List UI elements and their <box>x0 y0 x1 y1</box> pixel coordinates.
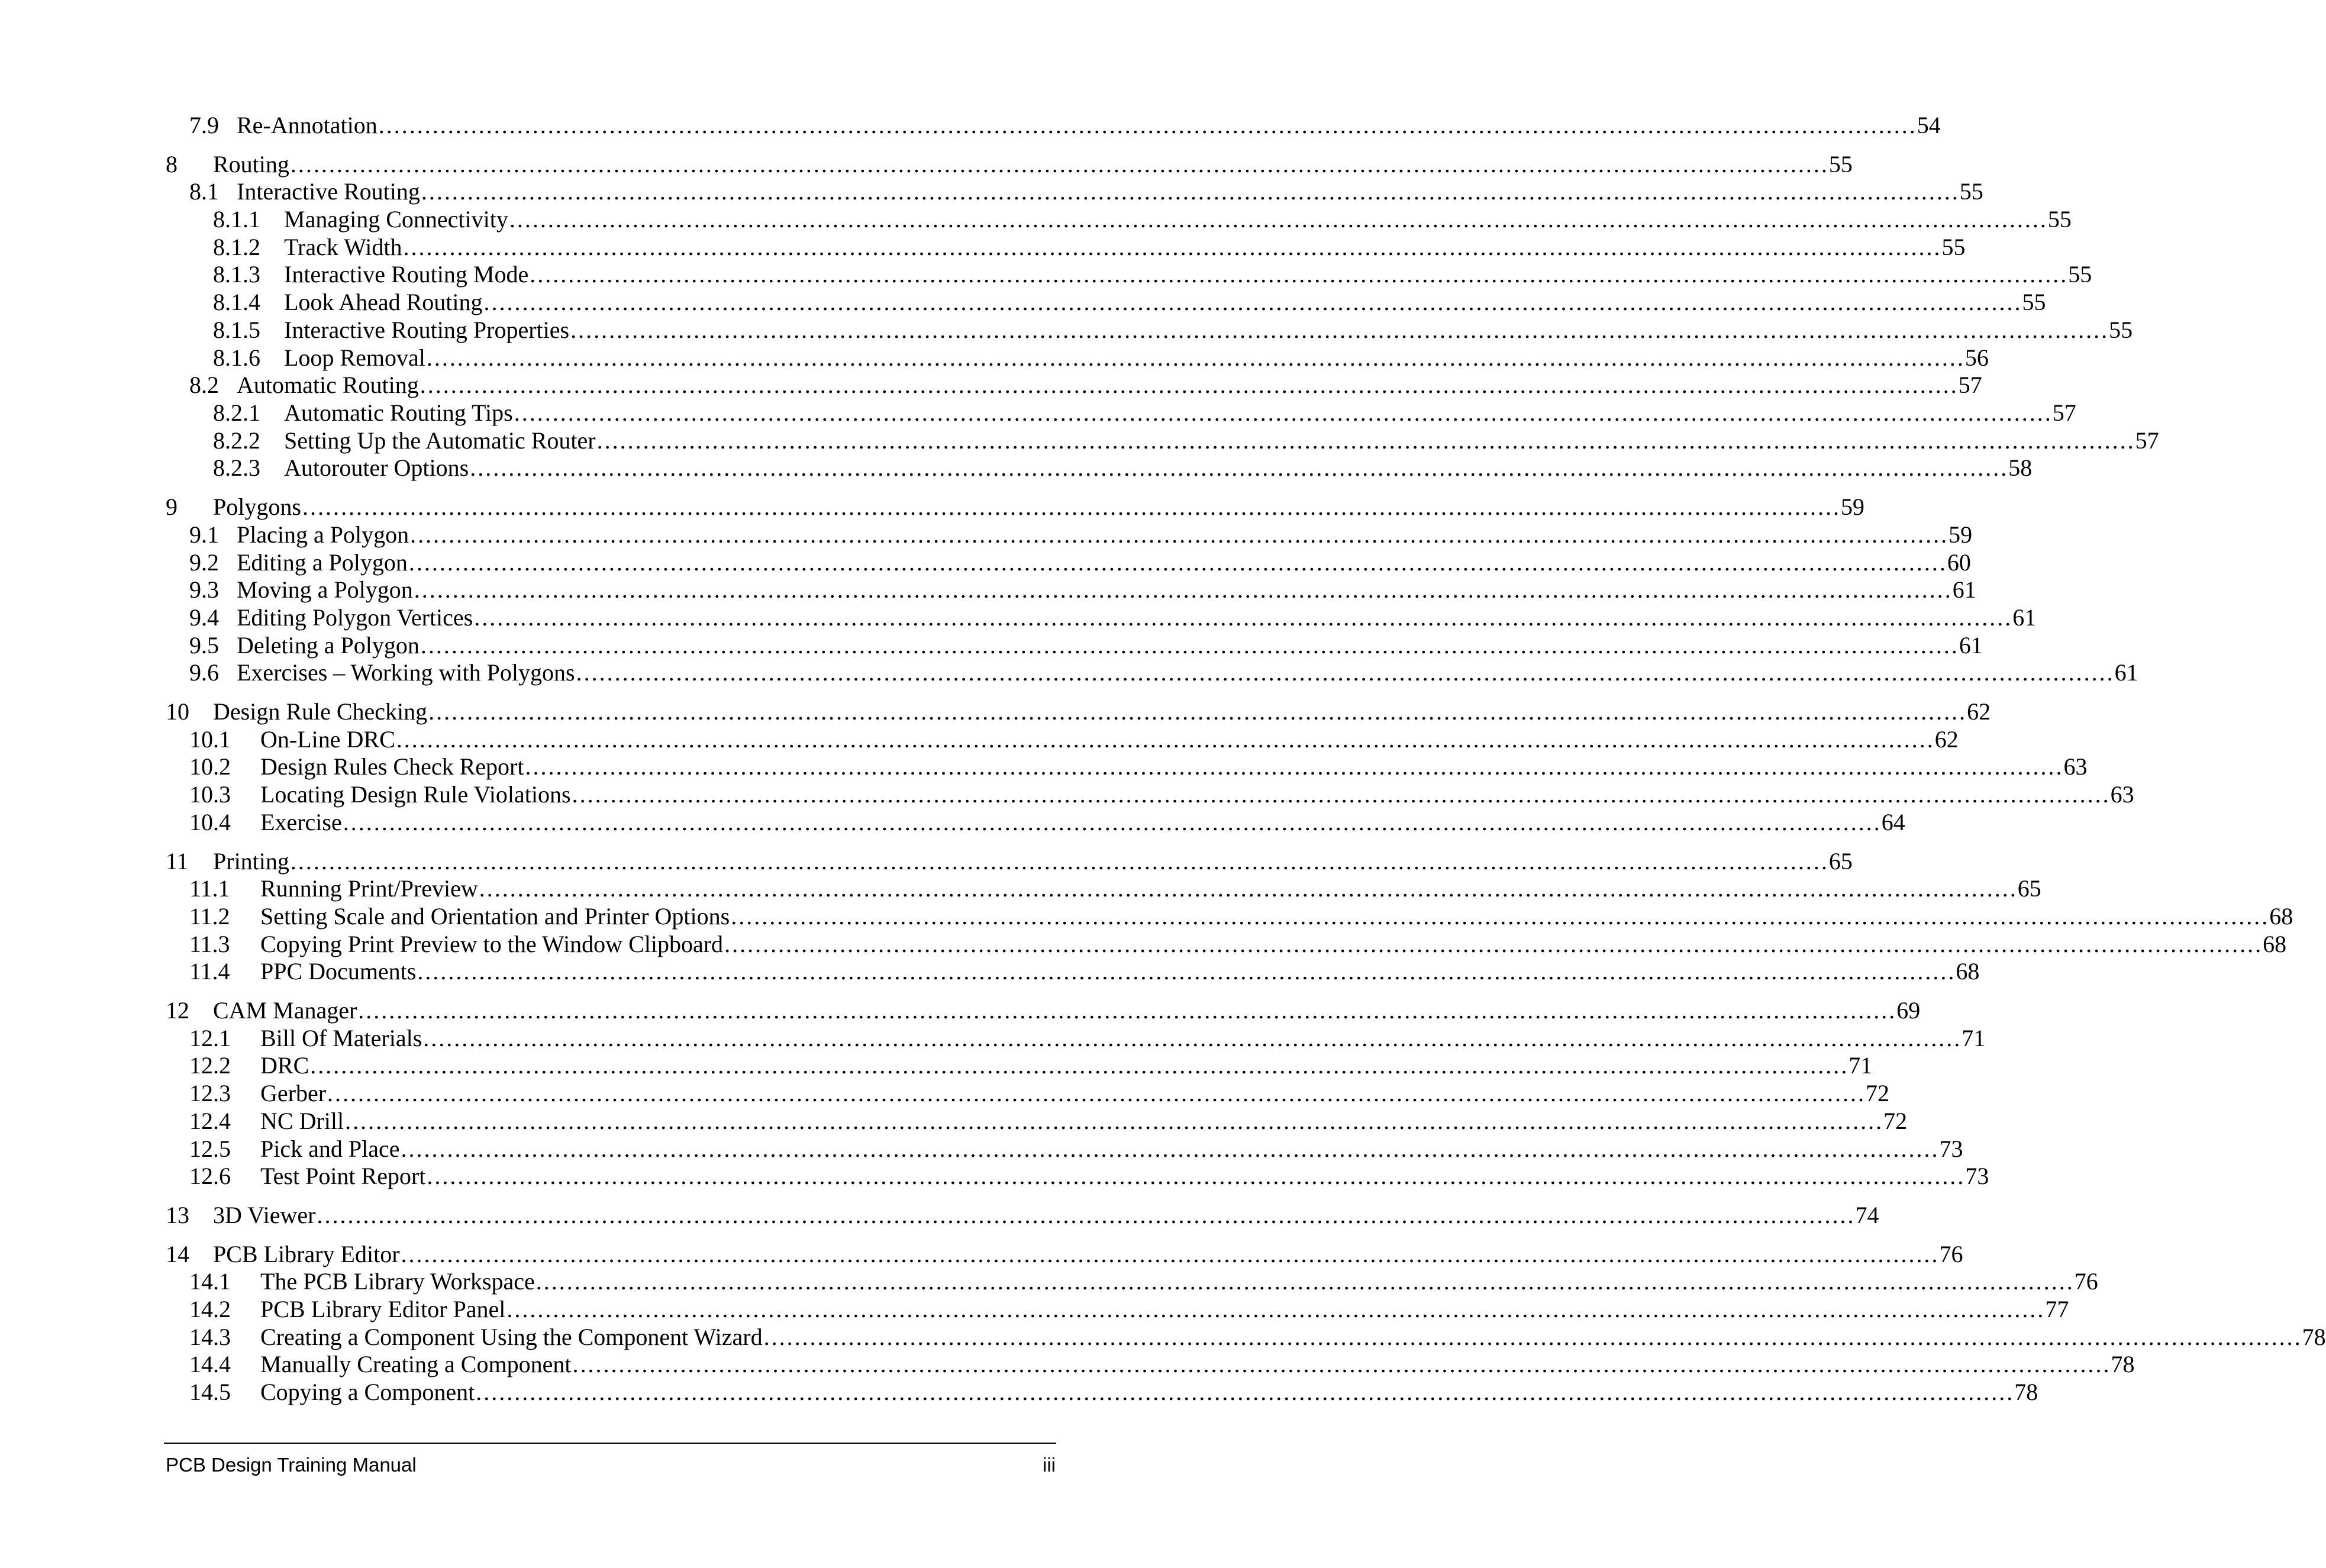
toc-entry-page: 55 <box>1941 234 1966 260</box>
toc-entry-number: 9.1 <box>189 521 219 548</box>
toc-entry-page: 61 <box>1959 632 1983 659</box>
toc-dot-leader: ........................................................................................................................................................................................................ <box>410 521 1949 548</box>
toc-entry[interactable] <box>189 1350 2135 1379</box>
toc-entry-number: 7.9 <box>189 112 219 138</box>
toc-entry[interactable] <box>166 847 1853 876</box>
toc-entry-page: 78 <box>2302 1324 2326 1350</box>
toc-entry-title: Design Rule Checking <box>213 698 428 725</box>
toc-entry-page: 57 <box>2052 399 2076 426</box>
toc-entry-title: Copying Print Preview to the Window Clipboard <box>260 931 724 957</box>
toc-entry[interactable] <box>166 493 1864 521</box>
toc-entry-page: 64 <box>1881 809 1905 835</box>
footer-divider <box>164 1443 1056 1444</box>
toc-entry[interactable] <box>189 1107 1908 1135</box>
toc-entry[interactable] <box>189 808 1905 837</box>
toc-dot-leader: ........................................................................................................................................................................................................ <box>378 112 1917 138</box>
toc-entry-title: Running Print/Preview <box>260 875 478 902</box>
toc-entry[interactable] <box>189 902 2293 931</box>
toc-entry[interactable] <box>213 316 2133 344</box>
toc-entry-title: Exercise <box>260 809 342 835</box>
toc-entry-title: PCB Library Editor <box>213 1241 400 1267</box>
toc-entry[interactable] <box>189 549 1971 577</box>
toc-entry-number: 12.5 <box>189 1135 231 1162</box>
toc-entry-page: 78 <box>2014 1379 2038 1405</box>
toc-entry-page: 77 <box>2045 1296 2069 1322</box>
toc-entry[interactable] <box>189 659 2138 687</box>
toc-entry-title: Copying a Component <box>260 1379 475 1405</box>
toc-dot-leader: ........................................................................................................................................................................................................ <box>427 1163 1966 1189</box>
toc-entry-page: 68 <box>1956 958 1980 985</box>
toc-entry-page: 65 <box>1828 848 1853 875</box>
toc-entry-number: 10.1 <box>189 726 231 753</box>
toc-entry[interactable] <box>189 780 2134 809</box>
toc-entry[interactable] <box>213 233 1966 262</box>
footer-title: PCB Design Training Manual <box>166 1454 417 1476</box>
toc-entry-page: 62 <box>1934 726 1959 753</box>
toc-entry-number: 12 <box>166 997 189 1024</box>
toc-entry-number: 8.1 <box>189 178 219 205</box>
toc-dot-leader: ........................................................................................................................................................................................................ <box>474 604 2013 631</box>
toc-entry[interactable] <box>189 576 1976 604</box>
toc-dot-leader: ........................................................................................................................................................................................................ <box>507 1296 2046 1322</box>
toc-dot-leader: ........................................................................................................................................................................................................ <box>483 289 2022 315</box>
toc-entry-number: 12.1 <box>189 1025 231 1051</box>
toc-entry-page: 55 <box>2022 289 2046 315</box>
toc-dot-leader: ........................................................................................................................................................................................................ <box>310 1052 1849 1079</box>
toc-entry-page: 74 <box>1855 1202 1879 1228</box>
toc-entry-title: Routing <box>213 151 289 178</box>
toc-entry-number: 8.1.5 <box>213 317 260 343</box>
toc-dot-leader: ........................................................................................................................................................................................................ <box>535 1268 2075 1295</box>
toc-entry-page: 55 <box>2109 317 2133 343</box>
toc-entry-title: Autorouter Options <box>284 454 469 481</box>
toc-entry-title: Bill Of Materials <box>260 1025 422 1051</box>
toc-entry-page: 76 <box>1939 1241 1963 1267</box>
toc-dot-leader: ........................................................................................................................................................................................................ <box>408 549 1947 576</box>
toc-dot-leader: ........................................................................................................................................................................................................ <box>414 576 1953 603</box>
toc-entry-title: Look Ahead Routing <box>284 289 483 315</box>
toc-entry-title: Locating Design Rule Violations <box>260 781 571 808</box>
toc-entry-title: Interactive Routing Mode <box>284 261 529 288</box>
toc-entry-number: 13 <box>166 1202 189 1228</box>
toc-entry-page: 55 <box>1828 151 1853 178</box>
toc-entry-number: 8.2.3 <box>213 454 260 481</box>
toc-entry-title: Editing Polygon Vertices <box>237 604 473 631</box>
toc-entry-number: 8.1.4 <box>213 289 260 315</box>
toc-entry-page: 63 <box>2063 753 2088 780</box>
toc-entry-page: 58 <box>2008 454 2033 481</box>
toc-entry[interactable] <box>189 1135 1963 1163</box>
toc-entry-title: PCB Library Editor Panel <box>260 1296 506 1322</box>
toc-entry-number: 14.5 <box>189 1379 231 1405</box>
toc-entry-title: Pick and Place <box>260 1135 400 1162</box>
toc-entry[interactable] <box>189 753 2088 781</box>
toc-entry-number: 14 <box>166 1241 189 1267</box>
toc-entry-title: Moving a Polygon <box>237 576 413 603</box>
toc-entry-title: Managing Connectivity <box>284 206 508 233</box>
toc-entry-page: 76 <box>2074 1268 2098 1295</box>
toc-entry-title: Re-Annotation <box>237 112 378 138</box>
toc-entry-page: 62 <box>1967 698 1991 725</box>
toc-entry-title: The PCB Library Workspace <box>260 1268 535 1295</box>
toc-entry[interactable] <box>189 1323 2326 1351</box>
toc-entry-number: 14.1 <box>189 1268 231 1295</box>
toc-entry-page: 63 <box>2110 781 2134 808</box>
toc-entry-title: Setting Scale and Orientation and Printer Options <box>260 903 730 930</box>
toc-entry[interactable] <box>189 521 1973 549</box>
toc-dot-leader: ........................................................................................................................................................................................................ <box>509 206 2048 233</box>
toc-entry[interactable] <box>213 399 2076 427</box>
toc-entry[interactable] <box>213 344 1989 372</box>
toc-entry-title: Loop Removal <box>284 344 425 371</box>
toc-entry-title: Printing <box>213 848 289 875</box>
toc-dot-leader: ........................................................................................................................................................................................................ <box>514 399 2053 426</box>
toc-entry-title: Polygons <box>213 493 301 520</box>
toc-entry-number: 11.3 <box>189 931 230 957</box>
toc-entry[interactable] <box>189 930 2287 959</box>
toc-entry-title: Gerber <box>260 1080 327 1106</box>
toc-entry[interactable] <box>189 604 2037 632</box>
toc-entry-title: 3D Viewer <box>213 1202 316 1228</box>
toc-dot-leader: ........................................................................................................................................................................................................ <box>343 809 1882 835</box>
toc-entry-page: 55 <box>2047 206 2072 233</box>
toc-entry[interactable] <box>189 1267 2098 1296</box>
toc-entry[interactable] <box>213 454 2033 482</box>
toc-dot-leader: ........................................................................................................................................................................................................ <box>530 261 2069 288</box>
toc-entry-page: 57 <box>2135 427 2159 454</box>
toc-dot-leader: ........................................................................................................................................................................................................ <box>470 454 2009 481</box>
toc-entry-number: 8.1.6 <box>213 344 260 371</box>
toc-entry-number: 12.6 <box>189 1163 231 1189</box>
toc-dot-leader: ........................................................................................................................................................................................................ <box>570 317 2109 343</box>
toc-entry[interactable] <box>213 205 2072 234</box>
toc-entry-title: Interactive Routing Properties <box>284 317 570 343</box>
toc-entry-title: Setting Up the Automatic Router <box>284 427 596 454</box>
toc-dot-leader: ........................................................................................................................................................................................................ <box>572 1351 2111 1377</box>
toc-entry-title: Track Width <box>284 234 402 260</box>
toc-dot-leader: ........................................................................................................................................................................................................ <box>525 753 2064 780</box>
toc-entry-number: 12.3 <box>189 1080 231 1106</box>
toc-entry-page: 73 <box>1965 1163 1989 1189</box>
toc-entry-number: 10.3 <box>189 781 231 808</box>
toc-dot-leader: ........................................................................................................................................................................................................ <box>596 427 2135 454</box>
toc-entry[interactable] <box>189 957 1980 986</box>
toc-dot-leader: ........................................................................................................................................................................................................ <box>420 632 1959 659</box>
toc-entry[interactable] <box>213 288 2046 317</box>
toc-entry-number: 8.2.2 <box>213 427 260 454</box>
toc-dot-leader: ........................................................................................................................................................................................................ <box>476 1379 2015 1405</box>
toc-entry-page: 73 <box>1939 1135 1963 1162</box>
toc-entry-title: Exercises – Working with Polygons <box>237 659 575 686</box>
toc-entry-title: Editing a Polygon <box>237 549 408 576</box>
toc-dot-leader: ........................................................................................................................................................................................................ <box>479 875 2018 902</box>
toc-entry-number: 10 <box>166 698 189 725</box>
toc-entry-page: 72 <box>1866 1080 1890 1106</box>
toc-entry-title: Manually Creating a Component <box>260 1351 572 1377</box>
toc-entry[interactable] <box>213 260 2092 289</box>
toc-entry-page: 65 <box>2017 875 2041 902</box>
toc-entry-page: 61 <box>2012 604 2037 631</box>
toc-entry[interactable] <box>189 1295 2069 1324</box>
toc-entry-page: 57 <box>1958 372 1982 398</box>
toc-entry-title: Placing a Polygon <box>237 521 409 548</box>
toc-entry-number: 11.1 <box>189 875 230 902</box>
toc-entry-number: 14.3 <box>189 1324 231 1350</box>
toc-entry-title: Deleting a Polygon <box>237 632 420 659</box>
toc-entry-number: 11 <box>166 848 189 875</box>
toc-dot-leader: ........................................................................................................................................................................................................ <box>763 1324 2302 1350</box>
toc-entry-number: 9.3 <box>189 576 219 603</box>
toc-dot-leader: ........................................................................................................................................................................................................ <box>290 151 1829 178</box>
toc-entry[interactable] <box>166 1240 1963 1269</box>
toc-entry-number: 8 <box>166 151 178 178</box>
toc-dot-leader: ........................................................................................................................................................................................................ <box>358 997 1897 1024</box>
toc-entry-page: 71 <box>1962 1025 1986 1051</box>
toc-dot-leader: ........................................................................................................................................................................................................ <box>572 781 2111 808</box>
toc-entry-number: 11.4 <box>189 958 230 985</box>
toc-dot-leader: ........................................................................................................................................................................................................ <box>576 659 2115 686</box>
toc-entry-page: 59 <box>1840 493 1864 520</box>
toc-dot-leader: ........................................................................................................................................................................................................ <box>345 1108 1884 1134</box>
toc-dot-leader: ........................................................................................................................................................................................................ <box>420 372 1959 398</box>
toc-entry[interactable] <box>166 1201 1879 1230</box>
toc-entry-number: 14.2 <box>189 1296 231 1322</box>
toc-entry[interactable] <box>189 1162 1989 1190</box>
toc-dot-leader: ........................................................................................................................................................................................................ <box>327 1080 1866 1106</box>
toc-entry-page: 69 <box>1896 997 1921 1024</box>
toc-entry[interactable] <box>189 1378 2038 1406</box>
toc-dot-leader: ........................................................................................................................................................................................................ <box>317 1202 1856 1228</box>
toc-entry-number: 9.4 <box>189 604 219 631</box>
toc-entry-title: PPC Documents <box>260 958 417 985</box>
toc-entry-title: Automatic Routing Tips <box>284 399 513 426</box>
toc-dot-leader: ........................................................................................................................................................................................................ <box>401 1135 1940 1162</box>
toc-dot-leader: ........................................................................................................................................................................................................ <box>290 848 1829 875</box>
toc-entry-title: NC Drill <box>260 1108 344 1134</box>
toc-entry-title: DRC <box>260 1052 309 1079</box>
toc-dot-leader: ........................................................................................................................................................................................................ <box>403 234 1942 260</box>
toc-entry-title: Test Point Report <box>260 1163 426 1189</box>
toc-entry[interactable] <box>189 371 1982 399</box>
toc-entry[interactable] <box>189 1024 1986 1053</box>
toc-entry-number: 9.2 <box>189 549 219 576</box>
toc-entry-page: 72 <box>1883 1108 1908 1134</box>
toc-entry[interactable] <box>189 631 1983 660</box>
toc-dot-leader: ........................................................................................................................................................................................................ <box>401 1241 1940 1267</box>
toc-entry-title: Design Rules Check Report <box>260 753 524 780</box>
toc-entry-title: CAM Manager <box>213 997 357 1024</box>
toc-entry-number: 9 <box>166 493 178 520</box>
toc-entry-title: Automatic Routing <box>237 372 419 398</box>
toc-dot-leader: ........................................................................................................................................................................................................ <box>724 931 2263 957</box>
toc-entry-page: 54 <box>1917 112 1941 138</box>
toc-entry-title: On-Line DRC <box>260 726 395 753</box>
toc-entry[interactable] <box>189 725 1959 754</box>
toc-entry-number: 8.1.3 <box>213 261 260 288</box>
toc-entry[interactable] <box>166 150 1853 179</box>
toc-entry[interactable] <box>189 178 1983 206</box>
toc-entry-number: 8.2 <box>189 372 219 398</box>
toc-entry-number: 10.4 <box>189 809 231 835</box>
toc-entry[interactable] <box>166 698 1991 726</box>
toc-entry-number: 12.2 <box>189 1052 231 1079</box>
toc-entry-number: 14.4 <box>189 1351 231 1377</box>
toc-entry[interactable] <box>189 1079 1890 1108</box>
toc-entry-number: 9.5 <box>189 632 219 659</box>
toc-dot-leader: ........................................................................................................................................................................................................ <box>417 958 1956 985</box>
toc-entry-page: 68 <box>2263 931 2287 957</box>
toc-entry-page: 68 <box>2269 903 2293 930</box>
toc-entry-number: 10.2 <box>189 753 231 780</box>
toc-entry[interactable] <box>166 996 1921 1025</box>
toc-entry-page: 60 <box>1947 549 1971 576</box>
toc-entry-number: 12.4 <box>189 1108 231 1134</box>
toc-dot-leader: ........................................................................................................................................................................................................ <box>426 344 1965 371</box>
toc-entry-number: 8.2.1 <box>213 399 260 426</box>
toc-dot-leader: ........................................................................................................................................................................................................ <box>421 178 1960 205</box>
toc-dot-leader: ........................................................................................................................................................................................................ <box>396 726 1935 753</box>
toc-entry-number: 8.1.2 <box>213 234 260 260</box>
toc-entry-page: 59 <box>1948 521 1973 548</box>
toc-entry-number: 9.6 <box>189 659 219 686</box>
toc-dot-leader: ........................................................................................................................................................................................................ <box>428 698 1967 725</box>
toc-entry-number: 11.2 <box>189 903 230 930</box>
toc-dot-leader: ........................................................................................................................................................................................................ <box>423 1025 1962 1051</box>
toc-entry-title: Creating a Component Using the Component Wizard <box>260 1324 763 1350</box>
toc-entry[interactable] <box>189 1051 1873 1080</box>
toc-entry-page: 61 <box>2114 659 2138 686</box>
toc-entry-page: 56 <box>1964 344 1989 371</box>
toc-dot-leader: ........................................................................................................................................................................................................ <box>731 903 2270 930</box>
toc-entry-title: Interactive Routing <box>237 178 420 205</box>
footer-page-number: iii <box>1043 1454 1056 1476</box>
toc-dot-leader: ........................................................................................................................................................................................................ <box>302 493 1841 520</box>
toc-entry[interactable] <box>189 875 2041 903</box>
toc-entry[interactable] <box>213 427 2159 455</box>
toc-entry[interactable] <box>189 111 1941 140</box>
toc-entry-page: 55 <box>1959 178 1983 205</box>
toc-entry-page: 78 <box>2111 1351 2135 1377</box>
toc-entry-page: 71 <box>1848 1052 1873 1079</box>
toc-entry-number: 8.1.1 <box>213 206 260 233</box>
toc-entry-page: 55 <box>2068 261 2092 288</box>
toc-entry-page: 61 <box>1952 576 1976 603</box>
